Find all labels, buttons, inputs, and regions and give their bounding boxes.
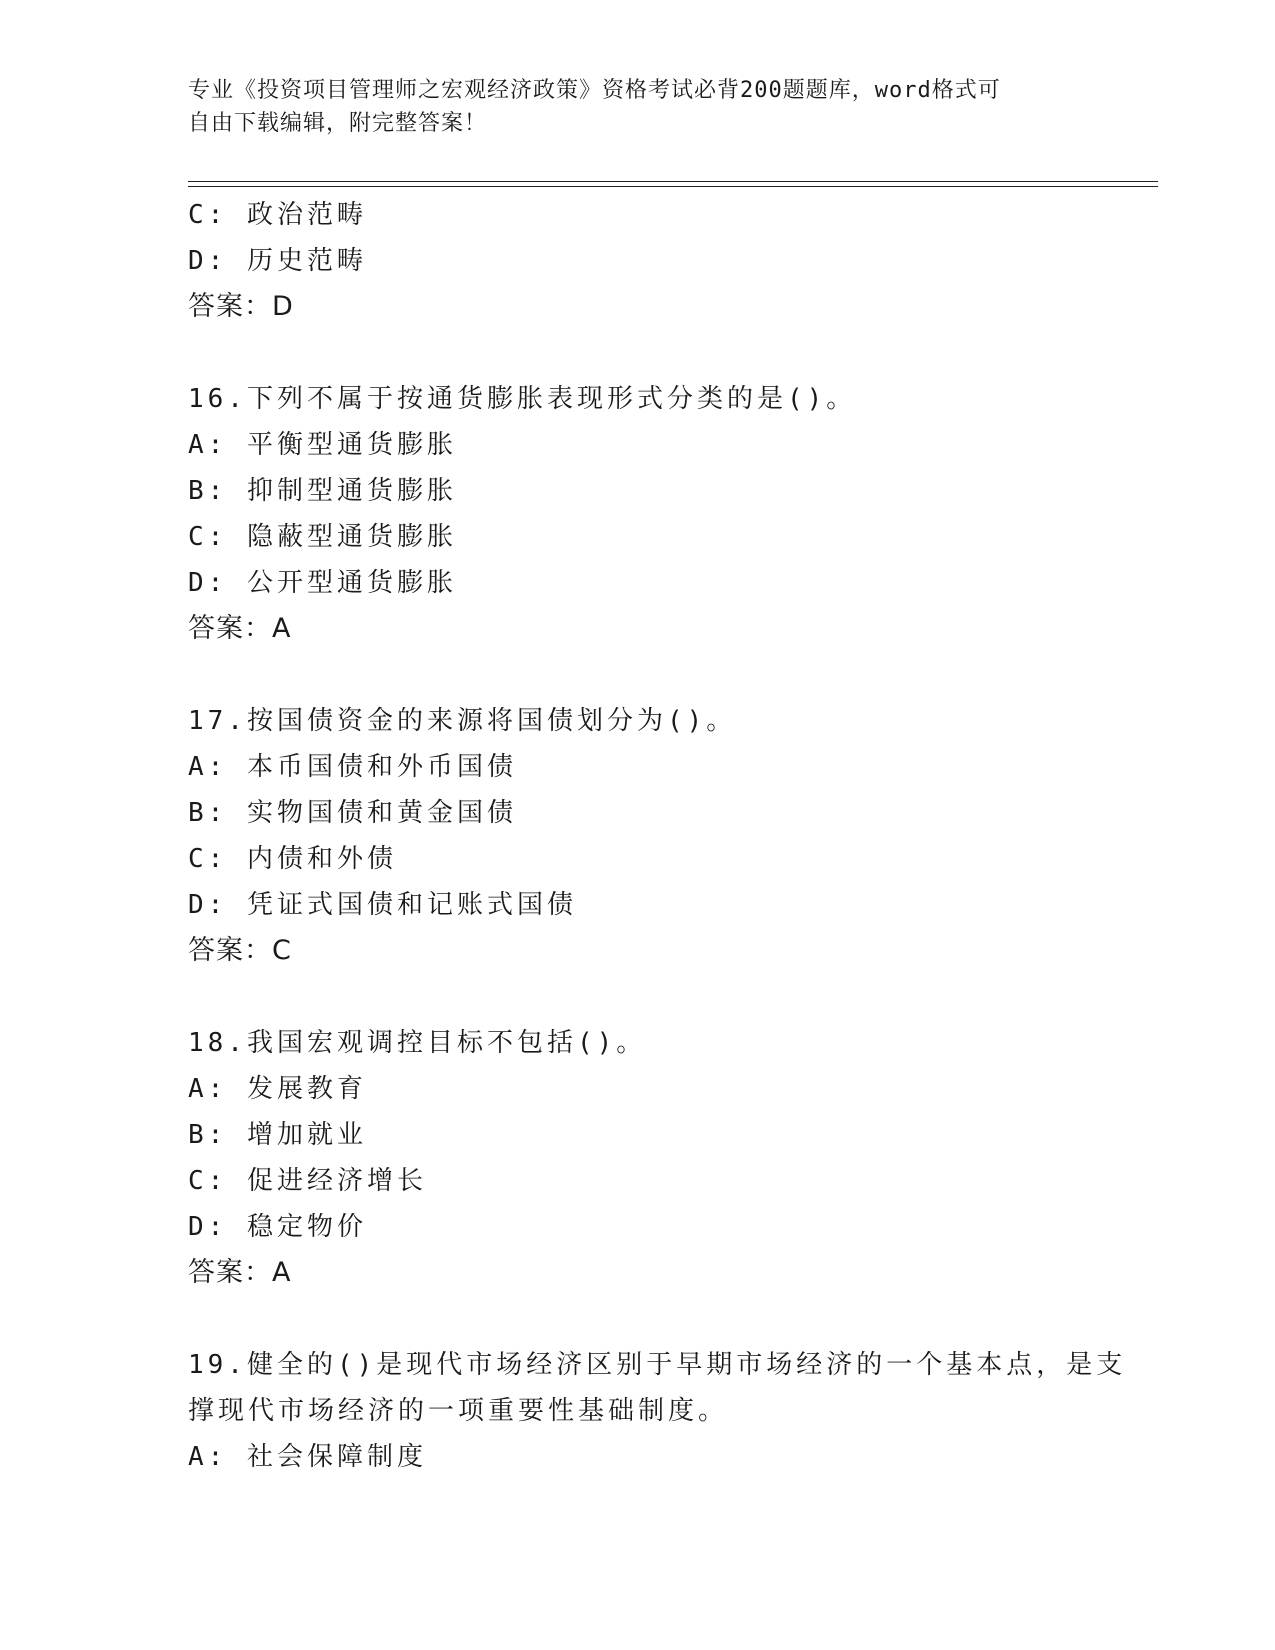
option-label: C: [188,1166,228,1196]
option-label: C: [188,200,228,230]
answer: 答案：C [188,935,292,966]
question-stem-line-1: 19.健全的()是现代市场经济区别于早期市场经济的一个基本点，是支 [188,1350,1127,1380]
option-text: 本币国债和外币国债 [246,752,517,782]
option-label: C: [188,522,228,552]
option-text: 隐蔽型通货膨胀 [246,522,457,552]
question-stem: 16.下列不属于按通货膨胀表现形式分类的是()。 [188,384,857,414]
option-c [188,836,1088,882]
option-d [188,882,1088,928]
spacer [188,330,1088,376]
option-text: 内债和外债 [246,844,397,874]
question-stem: 17.按国债资金的来源将国债划分为()。 [188,706,737,736]
option-b [188,1112,1088,1158]
answer: 答案：A [188,613,292,644]
option-text: 公开型通货膨胀 [246,568,457,598]
option-label: D: [188,890,228,920]
option-text: 凭证式国债和记账式国债 [246,890,577,920]
option-label: A: [188,1442,228,1472]
spacer [188,974,1088,1020]
option-c [188,1158,1088,1204]
option-a [188,1066,1088,1112]
option-b [188,468,1088,514]
spacer [188,652,1088,698]
option-text: 实物国债和黄金国债 [246,798,517,828]
option-label: B: [188,1120,228,1150]
header-line-2: 自由下载编辑，附完整答案！ [188,111,488,136]
option-d [188,238,1088,284]
option-text: 发展教育 [246,1074,367,1104]
option-d [188,1204,1088,1250]
question-19 [188,1342,1127,1480]
header-divider-top [188,181,1158,182]
question-content [188,192,1127,1480]
option-text: 平衡型通货膨胀 [246,430,457,460]
question-16 [188,376,1088,652]
question-17 [188,698,1088,974]
option-text: 促进经济增长 [246,1166,427,1196]
spacer [188,1296,1088,1342]
option-text: 历史范畴 [246,246,367,276]
option-text: 政治范畴 [246,200,367,230]
question-stem-line-2: 撑现代市场经济的一项重要性基础制度。 [188,1396,729,1426]
option-d [188,560,1088,606]
option-label: A: [188,430,228,460]
header-line-1: 专业《投资项目管理师之宏观经济政策》资格考试必背200题题库，word格式可 [188,78,1001,103]
option-text: 增加就业 [246,1120,367,1150]
option-c [188,192,1088,238]
option-label: D: [188,568,228,598]
option-label: D: [188,246,228,276]
option-a [188,744,1088,790]
header-divider-bottom [188,186,1158,187]
option-label: C: [188,844,228,874]
option-label: A: [188,752,228,782]
option-label: A: [188,1074,228,1104]
option-text: 稳定物价 [246,1212,367,1242]
option-text: 社会保障制度 [246,1442,427,1472]
answer: 答案：A [188,1257,292,1288]
option-b [188,790,1088,836]
option-text: 抑制型通货膨胀 [246,476,457,506]
option-c [188,514,1088,560]
document-header [188,74,1088,140]
option-a [188,1434,1088,1480]
question-18 [188,1020,1088,1296]
option-label: B: [188,798,228,828]
question-stem: 18.我国宏观调控目标不包括()。 [188,1028,647,1058]
continued-question [188,192,1088,330]
answer: 答案：D [188,291,294,322]
option-label: B: [188,476,228,506]
option-label: D: [188,1212,228,1242]
option-a [188,422,1088,468]
